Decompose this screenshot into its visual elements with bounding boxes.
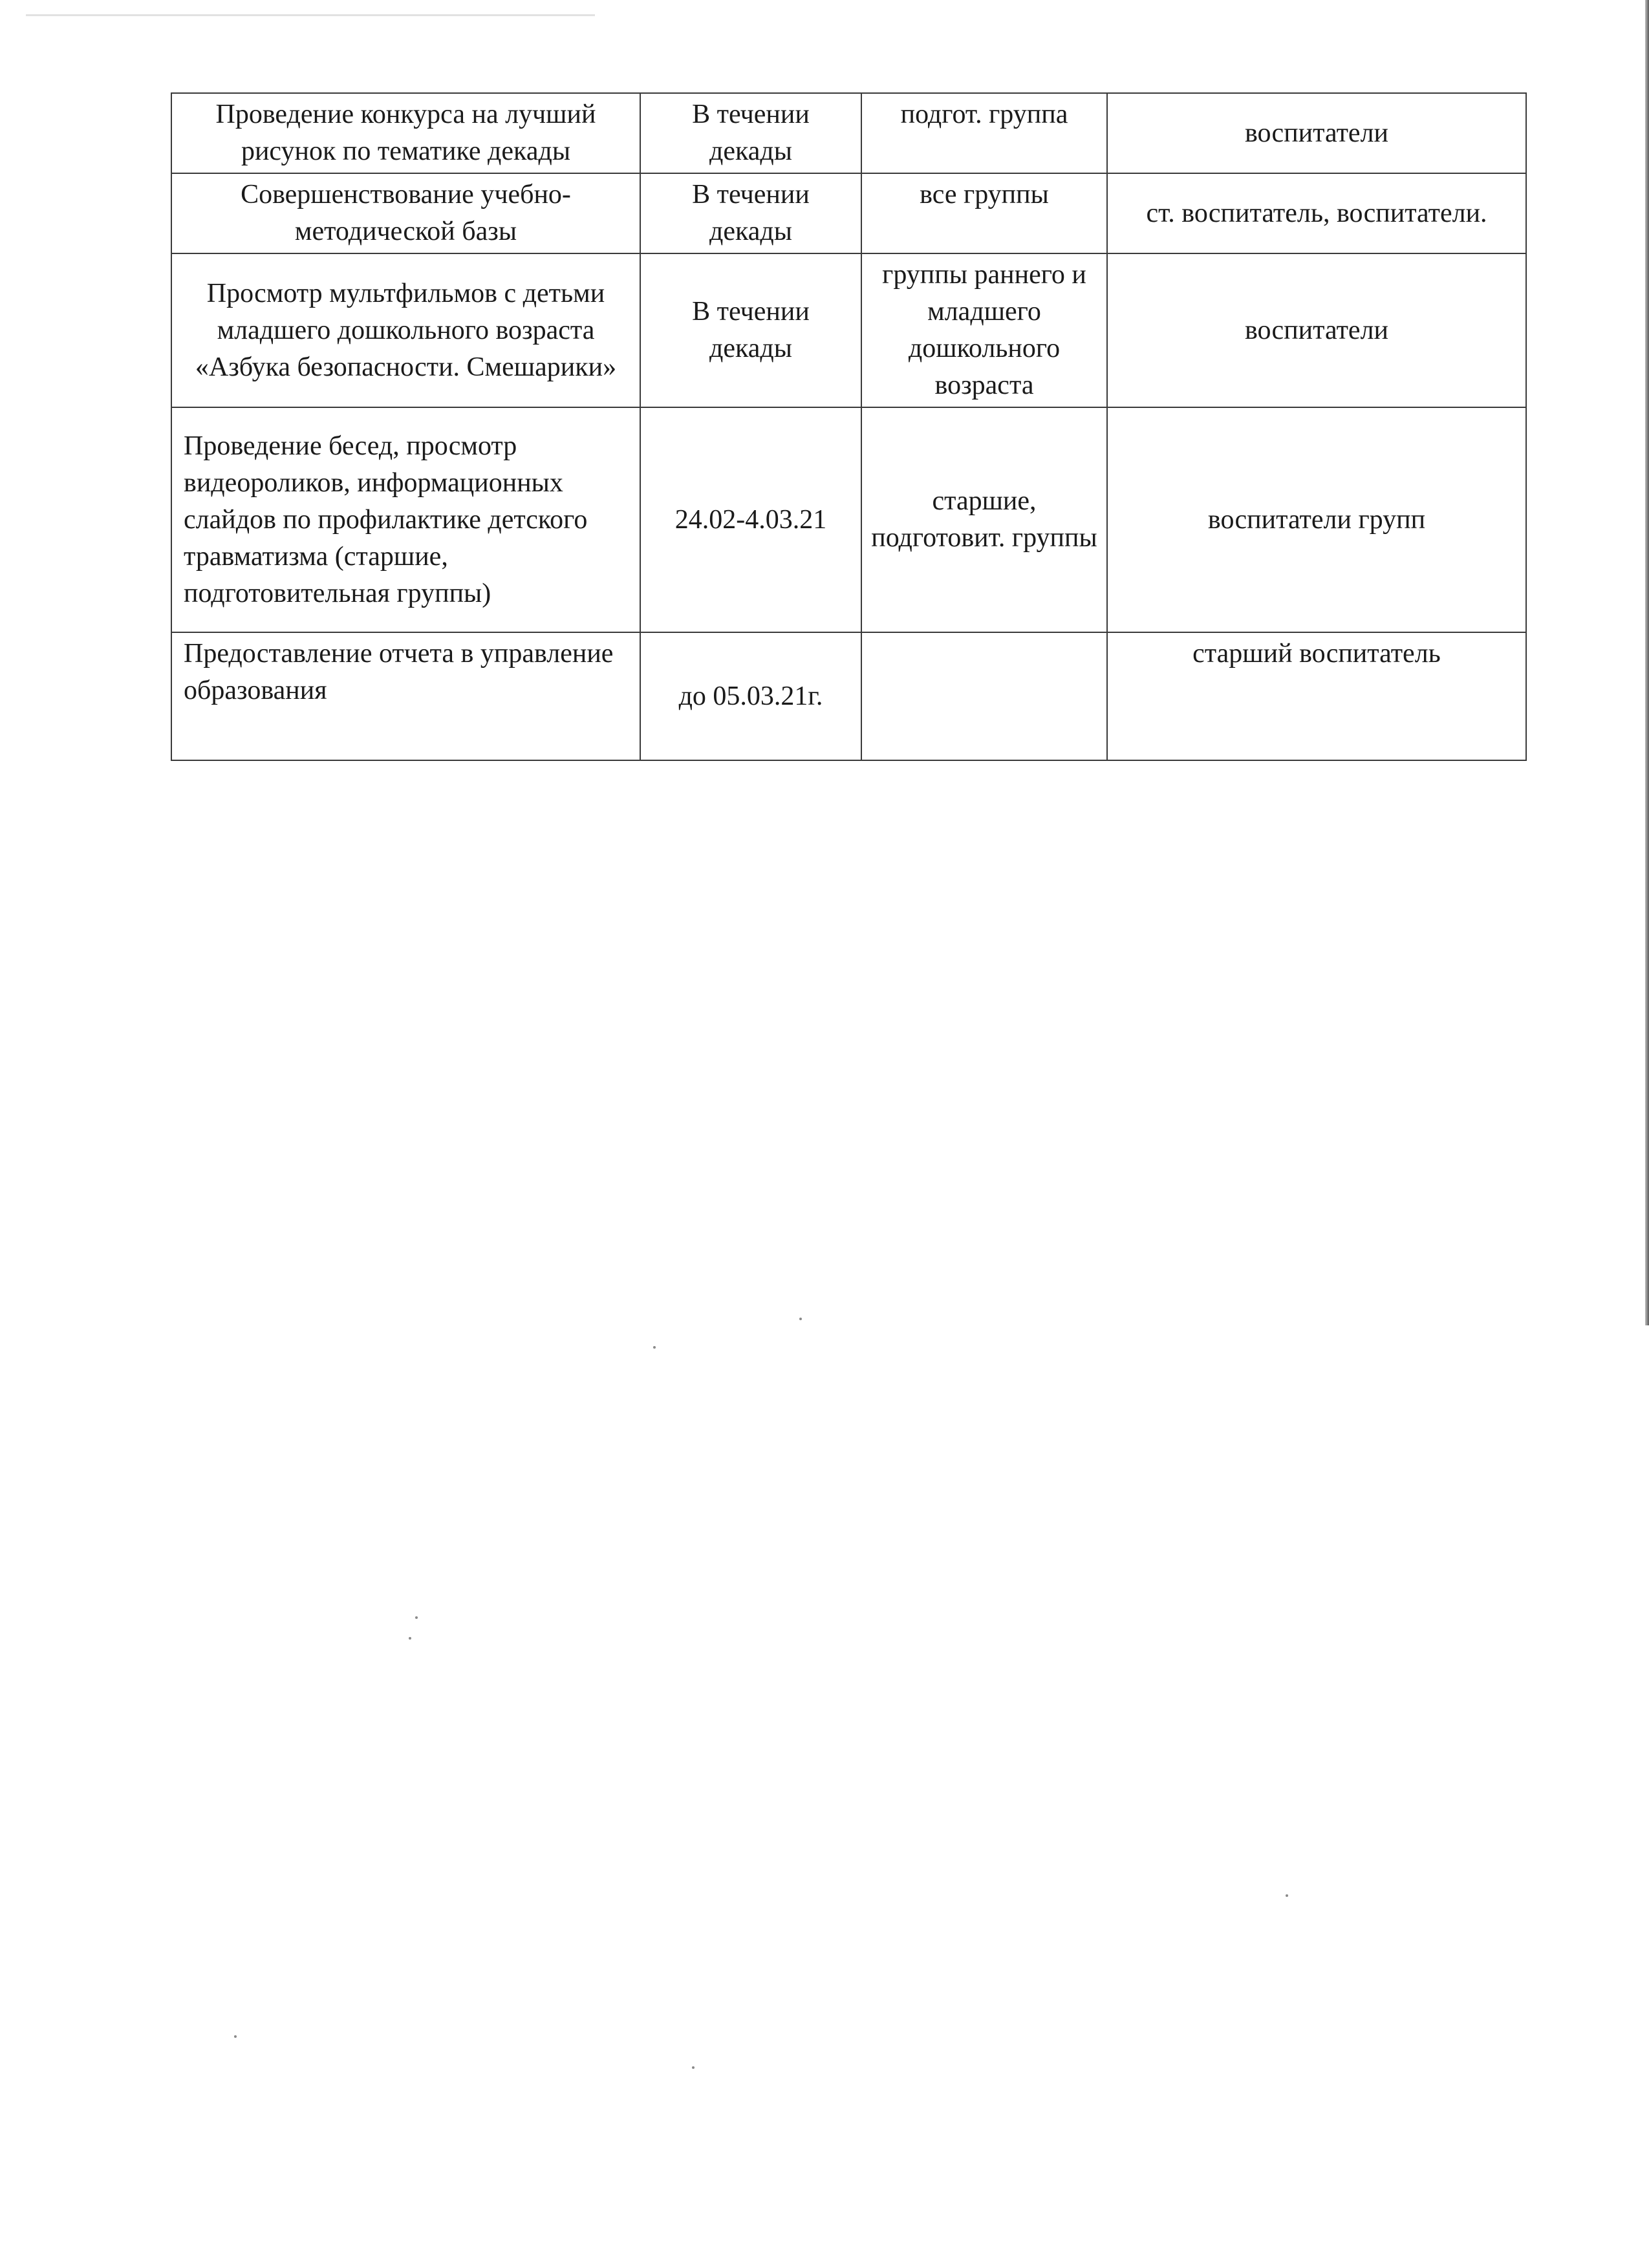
event-cell: Проведение конкурса на лучший рисунок по тематике декады (171, 93, 640, 173)
scan-speck (1286, 1894, 1288, 1897)
event-cell: Совершенствование учебно-методической базы (171, 173, 640, 253)
date-cell: 24.02-4.03.21 (640, 407, 861, 632)
scan-edge-top (26, 14, 595, 16)
date-cell: до 05.03.21г. (640, 632, 861, 760)
scan-speck (234, 2035, 237, 2038)
scan-speck (692, 2066, 695, 2069)
responsible-cell: воспитатели (1107, 253, 1526, 407)
groups-cell: подгот. группа (861, 93, 1107, 173)
event-plan-table (171, 92, 1527, 761)
table-row (171, 632, 1526, 760)
scan-speck (409, 1637, 411, 1640)
table-row (171, 253, 1526, 407)
event-cell: Проведение бесед, просмотр видеороликов, информационных слайдов по профилактике детского травматизма (старшие, подготовительная группы) (171, 407, 640, 632)
groups-cell: старшие, подготовит. группы (861, 407, 1107, 632)
responsible-cell: старший воспитатель (1107, 632, 1526, 760)
table-row (171, 407, 1526, 632)
responsible-cell: ст. воспитатель, воспитатели. (1107, 173, 1526, 253)
event-cell: Просмотр мультфильмов с детьми младшего дошкольного возраста «Азбука безопасности. Смешарики» (171, 253, 640, 407)
date-cell: В течении декады (640, 93, 861, 173)
event-cell: Предоставление отчета в управление образования (171, 632, 640, 760)
date-cell: В течении декады (640, 253, 861, 407)
groups-cell: группы раннего и младшего дошкольного возраста (861, 253, 1107, 407)
groups-cell: все группы (861, 173, 1107, 253)
scan-edge-right (1645, 0, 1649, 1325)
groups-cell (861, 632, 1107, 760)
scan-speck (415, 1616, 418, 1619)
table-row (171, 93, 1526, 173)
table-row (171, 173, 1526, 253)
scan-speck (799, 1318, 802, 1320)
responsible-cell: воспитатели групп (1107, 407, 1526, 632)
scan-speck (653, 1346, 656, 1349)
responsible-cell: воспитатели (1107, 93, 1526, 173)
date-cell: В течении декады (640, 173, 861, 253)
